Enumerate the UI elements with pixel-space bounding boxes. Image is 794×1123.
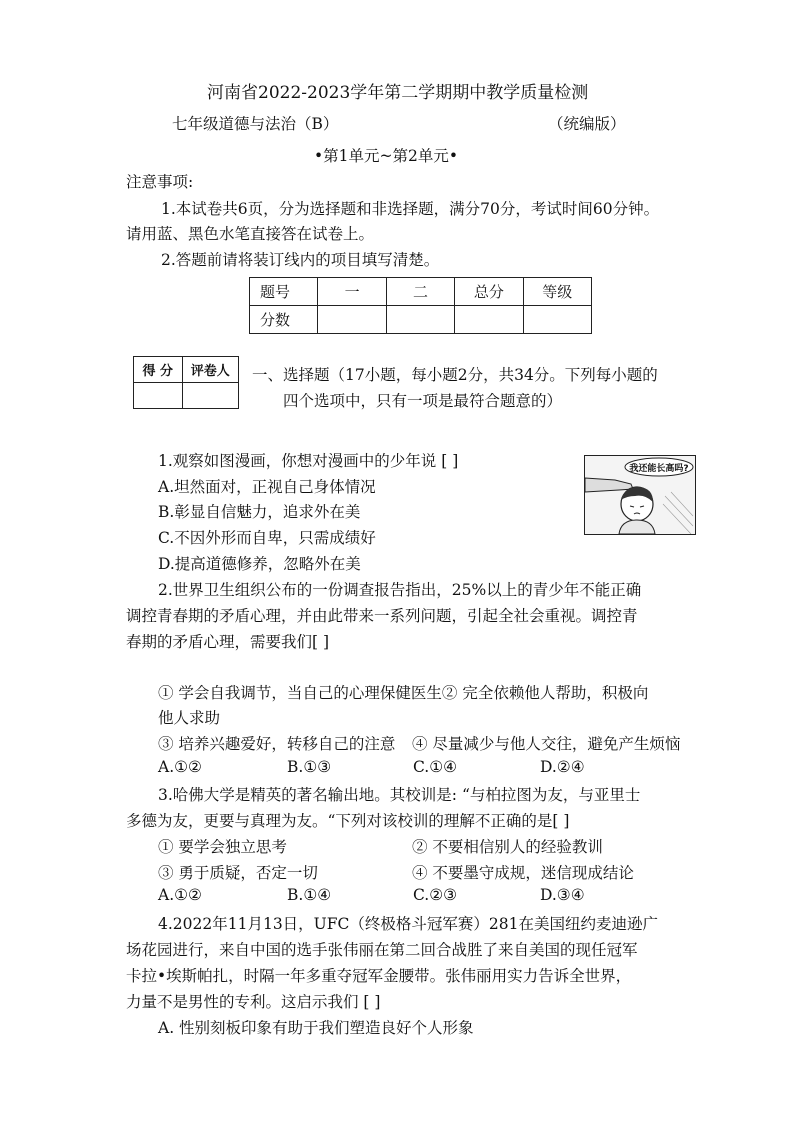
table-cell: 总分: [455, 278, 523, 306]
q3-statement-3: ③ 勇于质疑，否定一切: [158, 864, 318, 882]
q3-option-d[interactable]: D.③④: [540, 886, 585, 904]
q3-option-a[interactable]: A.①②: [158, 886, 202, 904]
q4-stem-line-2: 场花园进行，来自中国的选手张伟丽在第二回合战胜了来自美国的现任冠军: [126, 941, 638, 959]
q1-stem: 1.观察如图漫画，你想对漫画中的少年说 [ ]: [158, 452, 459, 470]
q2-statement-1-2: ① 学会自我调节，当自己的心理保健医生② 完全依赖他人帮助，积极向: [158, 684, 649, 702]
q1-option-b[interactable]: B.彰显自信魅力，追求外在美: [158, 503, 361, 521]
score-table: [249, 277, 592, 334]
q3-statement-1: ① 要学会独立思考: [158, 838, 287, 856]
exam-title: 河南省2022-2023学年第二学期期中教学质量检测: [207, 83, 589, 103]
score-input-cell[interactable]: [386, 306, 454, 334]
q4-option-a[interactable]: A. 性别刻板印象有助于我们塑造良好个人形象: [158, 1019, 474, 1037]
table-cell: 分数: [250, 306, 318, 334]
cartoon-speech-text: 我还能长高吗?: [629, 464, 689, 474]
grader-table: [133, 356, 239, 409]
table-cell: 一: [318, 278, 386, 306]
q2-option-d[interactable]: D.②④: [540, 758, 585, 776]
section-1-subheading: 四个选项中，只有一项是最符合题意的）: [283, 392, 563, 410]
table-row: [134, 383, 239, 409]
notes-heading: 注意事项:: [126, 173, 194, 191]
q3-option-c[interactable]: C.②③: [413, 886, 458, 904]
scope-line: •第1单元~第2单元•: [314, 147, 458, 165]
cartoon-image: [584, 455, 696, 535]
table-row: [250, 306, 592, 334]
q2-option-b[interactable]: B.①③: [287, 758, 332, 776]
q2-statement-3: ③ 培养兴趣爱好，转移自己的注意: [158, 735, 396, 753]
grader-name-cell[interactable]: [182, 383, 238, 409]
q3-option-b[interactable]: B.①④: [287, 886, 332, 904]
notes-line-1-cont: 请用蓝、黑色水笔直接答在试卷上。: [126, 225, 375, 243]
q2-option-c[interactable]: C.①④: [413, 758, 458, 776]
q3-stem-line-2: 多德为友，更要与真理为友。“下列对该校训的理解不正确的是[ ]: [126, 812, 570, 830]
score-input-cell[interactable]: [523, 306, 591, 334]
table-cell: 题号: [250, 278, 318, 306]
q2-statement-4: ④ 尽量减少与他人交往，避免产生烦恼: [412, 735, 681, 753]
q4-stem-line-4: 力量不是男性的专利。这启示我们 [ ]: [126, 993, 381, 1011]
q2-stem-line-2: 调控青春期的矛盾心理，并由此带来一系列问题，引起全社会重视。调控青: [126, 607, 638, 625]
q4-stem-line-1: 4.2022年11月13日，UFC（终极格斗冠军赛）281在美国纽约麦迪逊广: [158, 915, 658, 933]
section-1-heading: 一、选择题（17小题，每小题2分，共34分。下列每小题的: [252, 366, 658, 384]
grader-score-cell[interactable]: [134, 383, 183, 409]
table-cell: 等级: [523, 278, 591, 306]
q1-option-a[interactable]: A.坦然面对，正视自己身体情况: [158, 478, 376, 496]
q3-statement-2: ② 不要相信别人的经验教训: [412, 838, 603, 856]
grader-score-label: 得 分: [134, 357, 183, 383]
q2-stem-line-1: 2.世界卫生组织公布的一份调查报告指出，25%以上的青少年不能正确: [158, 581, 642, 599]
notes-line-2: 2.答题前请将装订线内的项目填写清楚。: [161, 251, 440, 269]
q2-statement-2-cont: 他人求助: [158, 709, 221, 727]
q2-stem-line-3: 春期的矛盾心理，需要我们[ ]: [126, 633, 330, 651]
q2-option-a[interactable]: A.①②: [158, 758, 202, 776]
q4-stem-line-3: 卡拉•埃斯帕扎，时隔一年多重夺冠军金腰带。张伟丽用实力告诉全世界，: [126, 967, 632, 985]
q3-statement-4: ④ 不要墨守成规，迷信现成结论: [412, 864, 634, 882]
table-cell: 二: [386, 278, 454, 306]
q3-stem-line-1: 3.哈佛大学是精英的著名输出地。其校训是: “与柏拉图为友，与亚里士: [158, 786, 641, 804]
score-input-cell[interactable]: [318, 306, 386, 334]
table-row: [250, 278, 592, 306]
q1-option-d[interactable]: D.提高道德修养，忽略外在美: [158, 555, 361, 573]
edition-label: （统编版）: [548, 115, 626, 133]
score-input-cell[interactable]: [455, 306, 523, 334]
notes-line-1: 1.本试卷共6页，分为选择题和非选择题，满分70分，考试时间60分钟。: [161, 200, 660, 218]
subject-line: 七年级道德与法治（B）: [172, 115, 339, 133]
cartoon-drawing: [585, 456, 695, 534]
q1-option-c[interactable]: C.不因外形而自卑，只需成绩好: [158, 529, 376, 547]
grader-label: 评卷人: [182, 357, 238, 383]
table-row: [134, 357, 239, 383]
